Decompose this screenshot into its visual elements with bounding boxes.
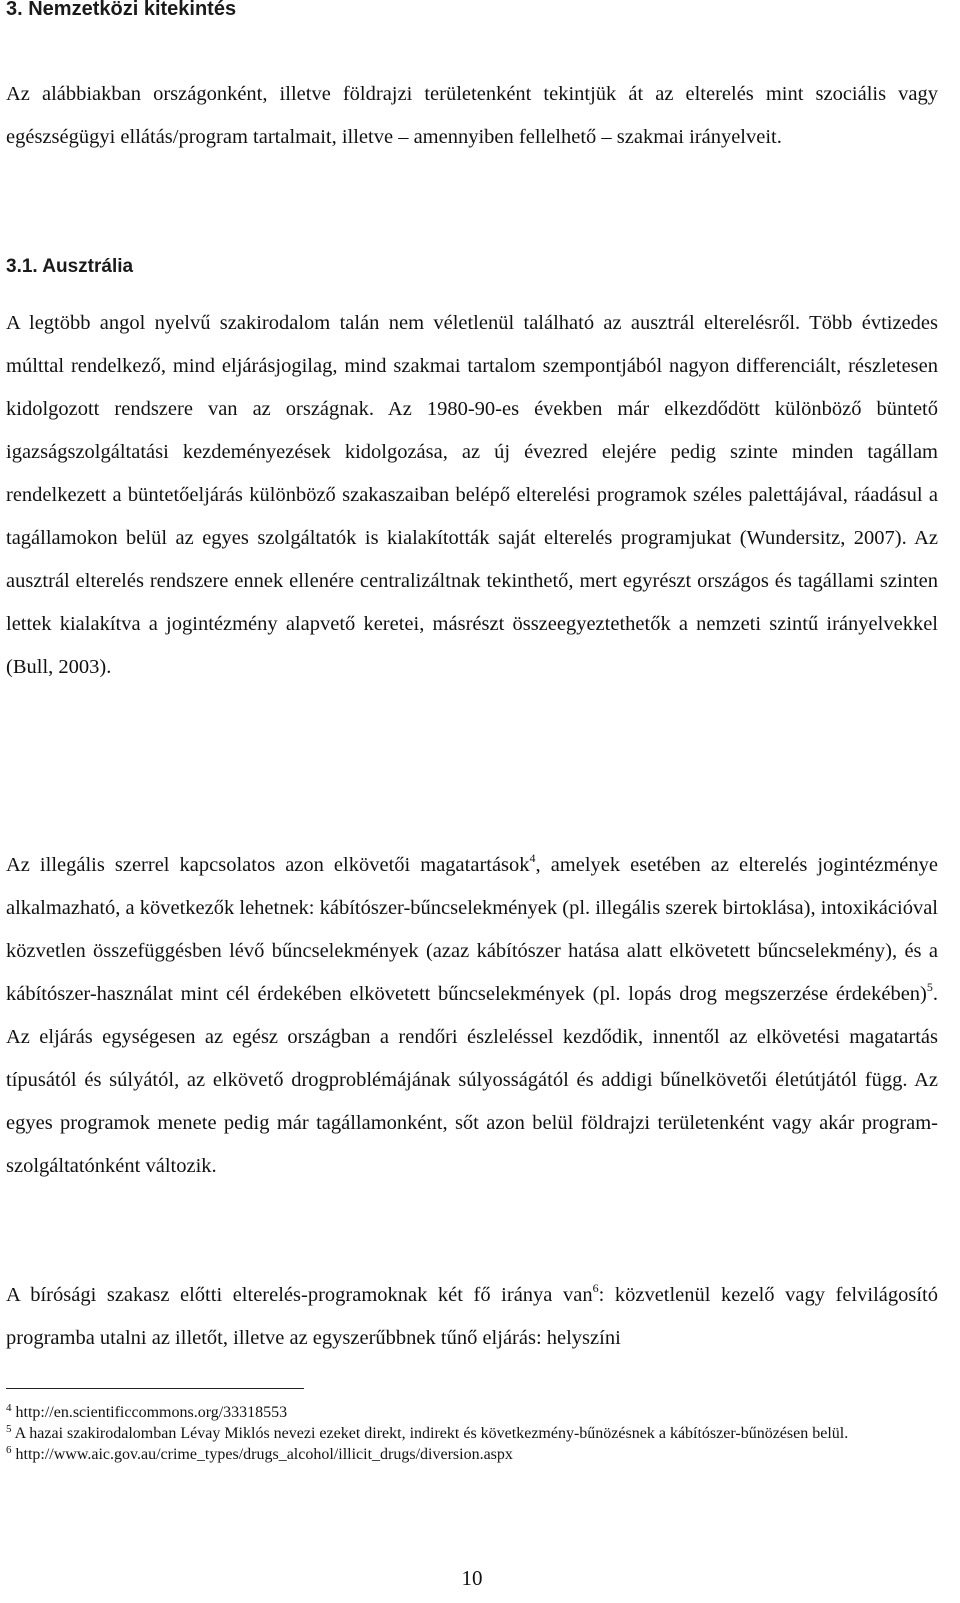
section-title: 3.1. Ausztrália (6, 256, 134, 277)
para3-text-1: A bírósági szakasz előtti elterelés-programoknak két fő iránya van (6, 1284, 593, 1306)
chapter-title: 3. Nemzetközi kitekintés (6, 0, 237, 20)
footnote-6 (6, 1444, 938, 1465)
para2-text-2: , amelyek esetében az elterelés jogintézménye alkalmazható, a következők lehetnek: kábítószer-bűncselekmények (pl. illegális szerek birtoklása), intoxikációval közvetlen összefüggésben lévő bűncselekmények (azaz kábítószer hatása alatt elkövetett bűncselekmény), és a kábítószer-használat mint cél érdekében elkövetett bűncselekmények (pl. lopás drog megszerzése érdekében) (6, 854, 939, 1005)
paragraph-australia-overview: A legtöbb angol nyelvű szakirodalom talán nem véletlenül található az ausztrál elterelésről. Több évtizedes múlttal rendelkező, mind eljárásjogilag, mind szakmai tartalom szempontjából nagyon differenciált, részletesen kidolgozott rendszere van az országnak. Az 1980-90-es években már elkezdődött különböző büntető igazságszolgáltatási kezdeményezések kidolgozása, az új évezred elejére pedig szinte minden tagállam rendelkezett a büntetőeljárás különböző szakaszaiban belépő elterelési programok széles palettájával, ráadásul a tagállamokon belül az egyes szolgáltatók is kialakították saját elterelés programjukat (Wundersitz, 2007). Az ausztrál elterelés rendszere ennek ellenére centralizáltnak tekinthető, mert egyrészt országos és tagállami szinten lettek kialakítva a jogintézmény alapvető keretei, másrészt összeegyeztethetők a nemzeti szintű irányelvekkel (Bull, 2003). (6, 312, 938, 678)
footnote-number: 4 (6, 1402, 12, 1414)
page-number: 10 (461, 1566, 483, 1590)
footnote-ref-6[interactable]: 6 (592, 1281, 599, 1295)
paragraph-offender-behaviours (6, 844, 938, 1188)
intro-paragraph: Az alábbiakban országonként, illetve földrajzi területenként tekintjük át az elterelés mint szociális vagy egészségügyi ellátás/program tartalmait, illetve – amennyiben fellelhető – szakmai irányelveit. (6, 83, 938, 148)
footnote-4 (6, 1402, 938, 1423)
footnote-ref-4[interactable]: 4 (529, 851, 536, 865)
footnote-text: A hazai szakirodalomban Lévay Miklós nevezi ezeket direkt, indirekt és következmény-bűnözésnek a kábítószer-bűnözésen belül. (14, 1425, 849, 1442)
footnote-number: 6 (6, 1444, 12, 1456)
footnote-5 (6, 1423, 938, 1444)
paragraph-pre-court-diversion (6, 1274, 938, 1360)
footnotes (6, 1402, 938, 1465)
footnote-number: 5 (6, 1423, 12, 1435)
para2-text-1: Az illegális szerrel kapcsolatos azon elkövetői magatartások (6, 854, 530, 876)
para3-text-2: : közvetlenül kezelő vagy felvilágosító programba utalni az illetőt, illetve az egyszerűbbnek tűnő eljárás: helyszíni (6, 1284, 938, 1349)
footnote-ref-5[interactable]: 5 (926, 980, 933, 994)
para2-text-3: . Az eljárás egységesen az egész országban a rendőri észleléssel kezdődik, innentől az elkövetési magatartás típusától és súlyától, az elkövető drogproblémájának súlyosságától és addigi bűnelkövetői életútjától függ. Az egyes programok menete pedig már tagállamonként, sőt azon belül földrajzi területenként vagy akár program-szolgáltatónként változik. (6, 983, 938, 1177)
footnote-separator (6, 1388, 304, 1389)
footnote-link[interactable]: http://www.aic.gov.au/crime_types/drugs_alcohol/illicit_drugs/diversion.aspx (15, 1446, 513, 1463)
footnote-link[interactable]: http://en.scientificcommons.org/33318553 (15, 1404, 288, 1421)
